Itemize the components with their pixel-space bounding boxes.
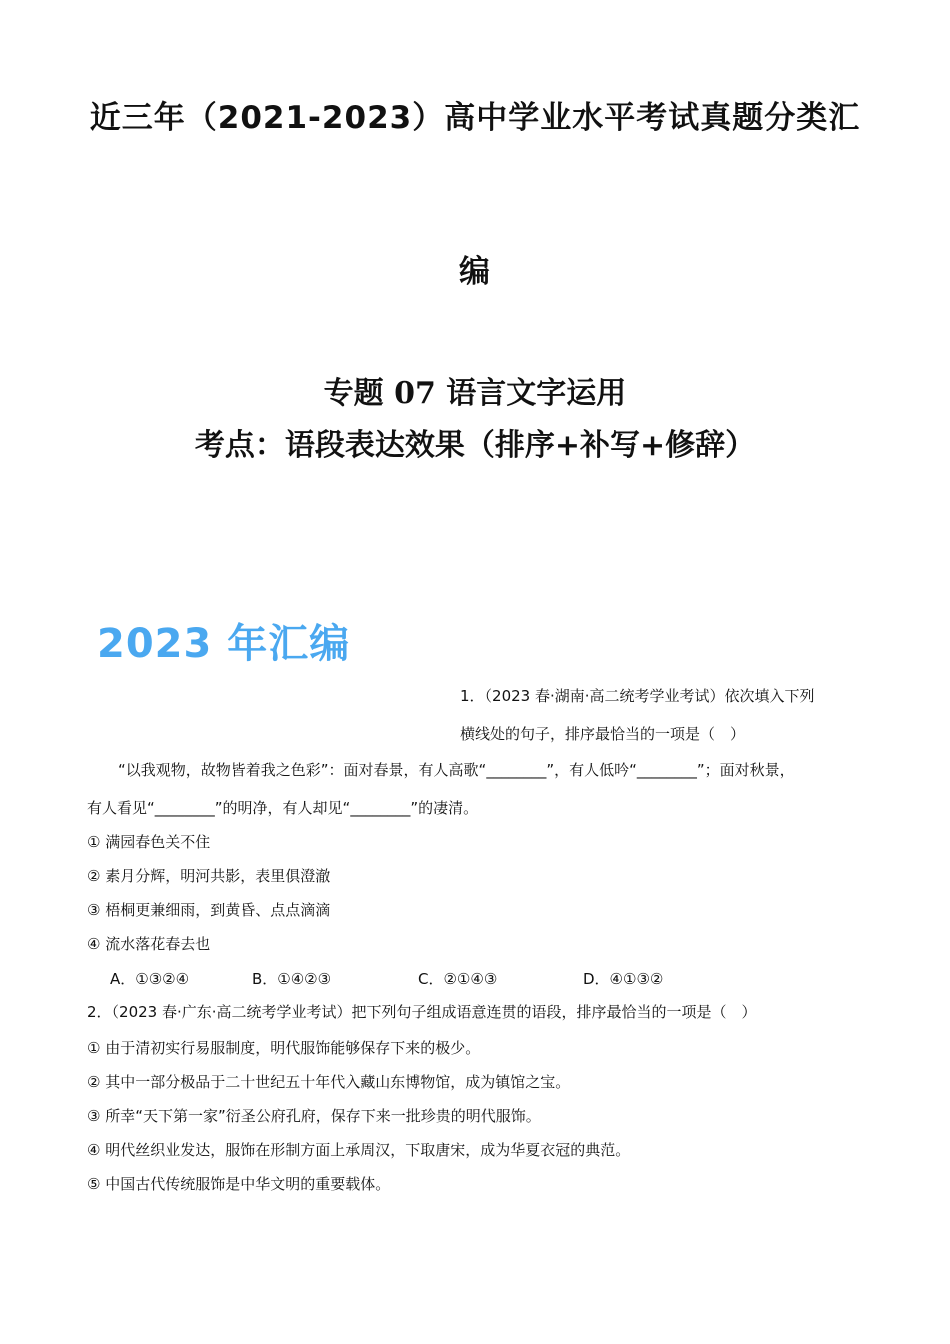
question-1-option-c[interactable]: C．②①④③ — [418, 970, 498, 988]
question-1-stem-line1: 1．（2023 春·湖南·高二统考学业考试）依次填入下列 — [460, 687, 815, 705]
question-1-option-d[interactable]: D．④①③② — [583, 970, 664, 988]
question-2-item: ② 其中一部分极品于二十世纪五十年代入藏山东博物馆，成为镇馆之宝。 — [87, 1073, 571, 1091]
year-section-heading: 2023 年汇编 — [97, 621, 351, 667]
question-1-passage-line1: “以我观物，故物皆着我之色彩”：面对春景，有人高歌“________”，有人低吟“________”；面对秋景， — [118, 761, 795, 779]
question-1-item: ① 满园春色关不住 — [87, 833, 211, 851]
document-title-continued: 编 — [459, 254, 491, 290]
question-2-stem: 2．（2023 春·广东·高二统考学业考试）把下列句子组成语意连贯的语段，排序最恰当的一项是（ ） — [87, 1003, 757, 1021]
question-2-item: ① 由于清初实行易服制度，明代服饰能够保存下来的极少。 — [87, 1039, 481, 1057]
document-title: 近三年（2021-2023）高中学业水平考试真题分类汇 — [89, 100, 861, 136]
question-2-item: ④ 明代丝织业发达，服饰在形制方面上承周汉，下取唐宋，成为华夏衣冠的典范。 — [87, 1141, 631, 1159]
topic-heading: 专题 07 语言文字运用 — [323, 376, 627, 411]
question-1-option-b[interactable]: B．①④②③ — [252, 970, 332, 988]
question-1-stem-line2: 横线处的句子，排序最恰当的一项是（ ） — [460, 725, 746, 743]
question-1-item: ④ 流水落花春去也 — [87, 935, 211, 953]
question-1-item: ③ 梧桐更兼细雨，到黄昏、点点滴滴 — [87, 901, 331, 919]
kaodian-heading: 考点：语段表达效果（排序+补写+修辞） — [194, 428, 756, 463]
question-1-item: ② 素月分辉，明河共影，表里俱澄澈 — [87, 867, 331, 885]
question-2-item: ③ 所幸“天下第一家”衍圣公府孔府，保存下来一批珍贵的明代服饰。 — [87, 1107, 541, 1125]
question-1-option-a[interactable]: A．①③②④ — [110, 970, 190, 988]
question-2-item: ⑤ 中国古代传统服饰是中华文明的重要载体。 — [87, 1175, 391, 1193]
question-1-passage-line2: 有人看见“________”的明净，有人却见“________”的凄清。 — [87, 799, 479, 817]
